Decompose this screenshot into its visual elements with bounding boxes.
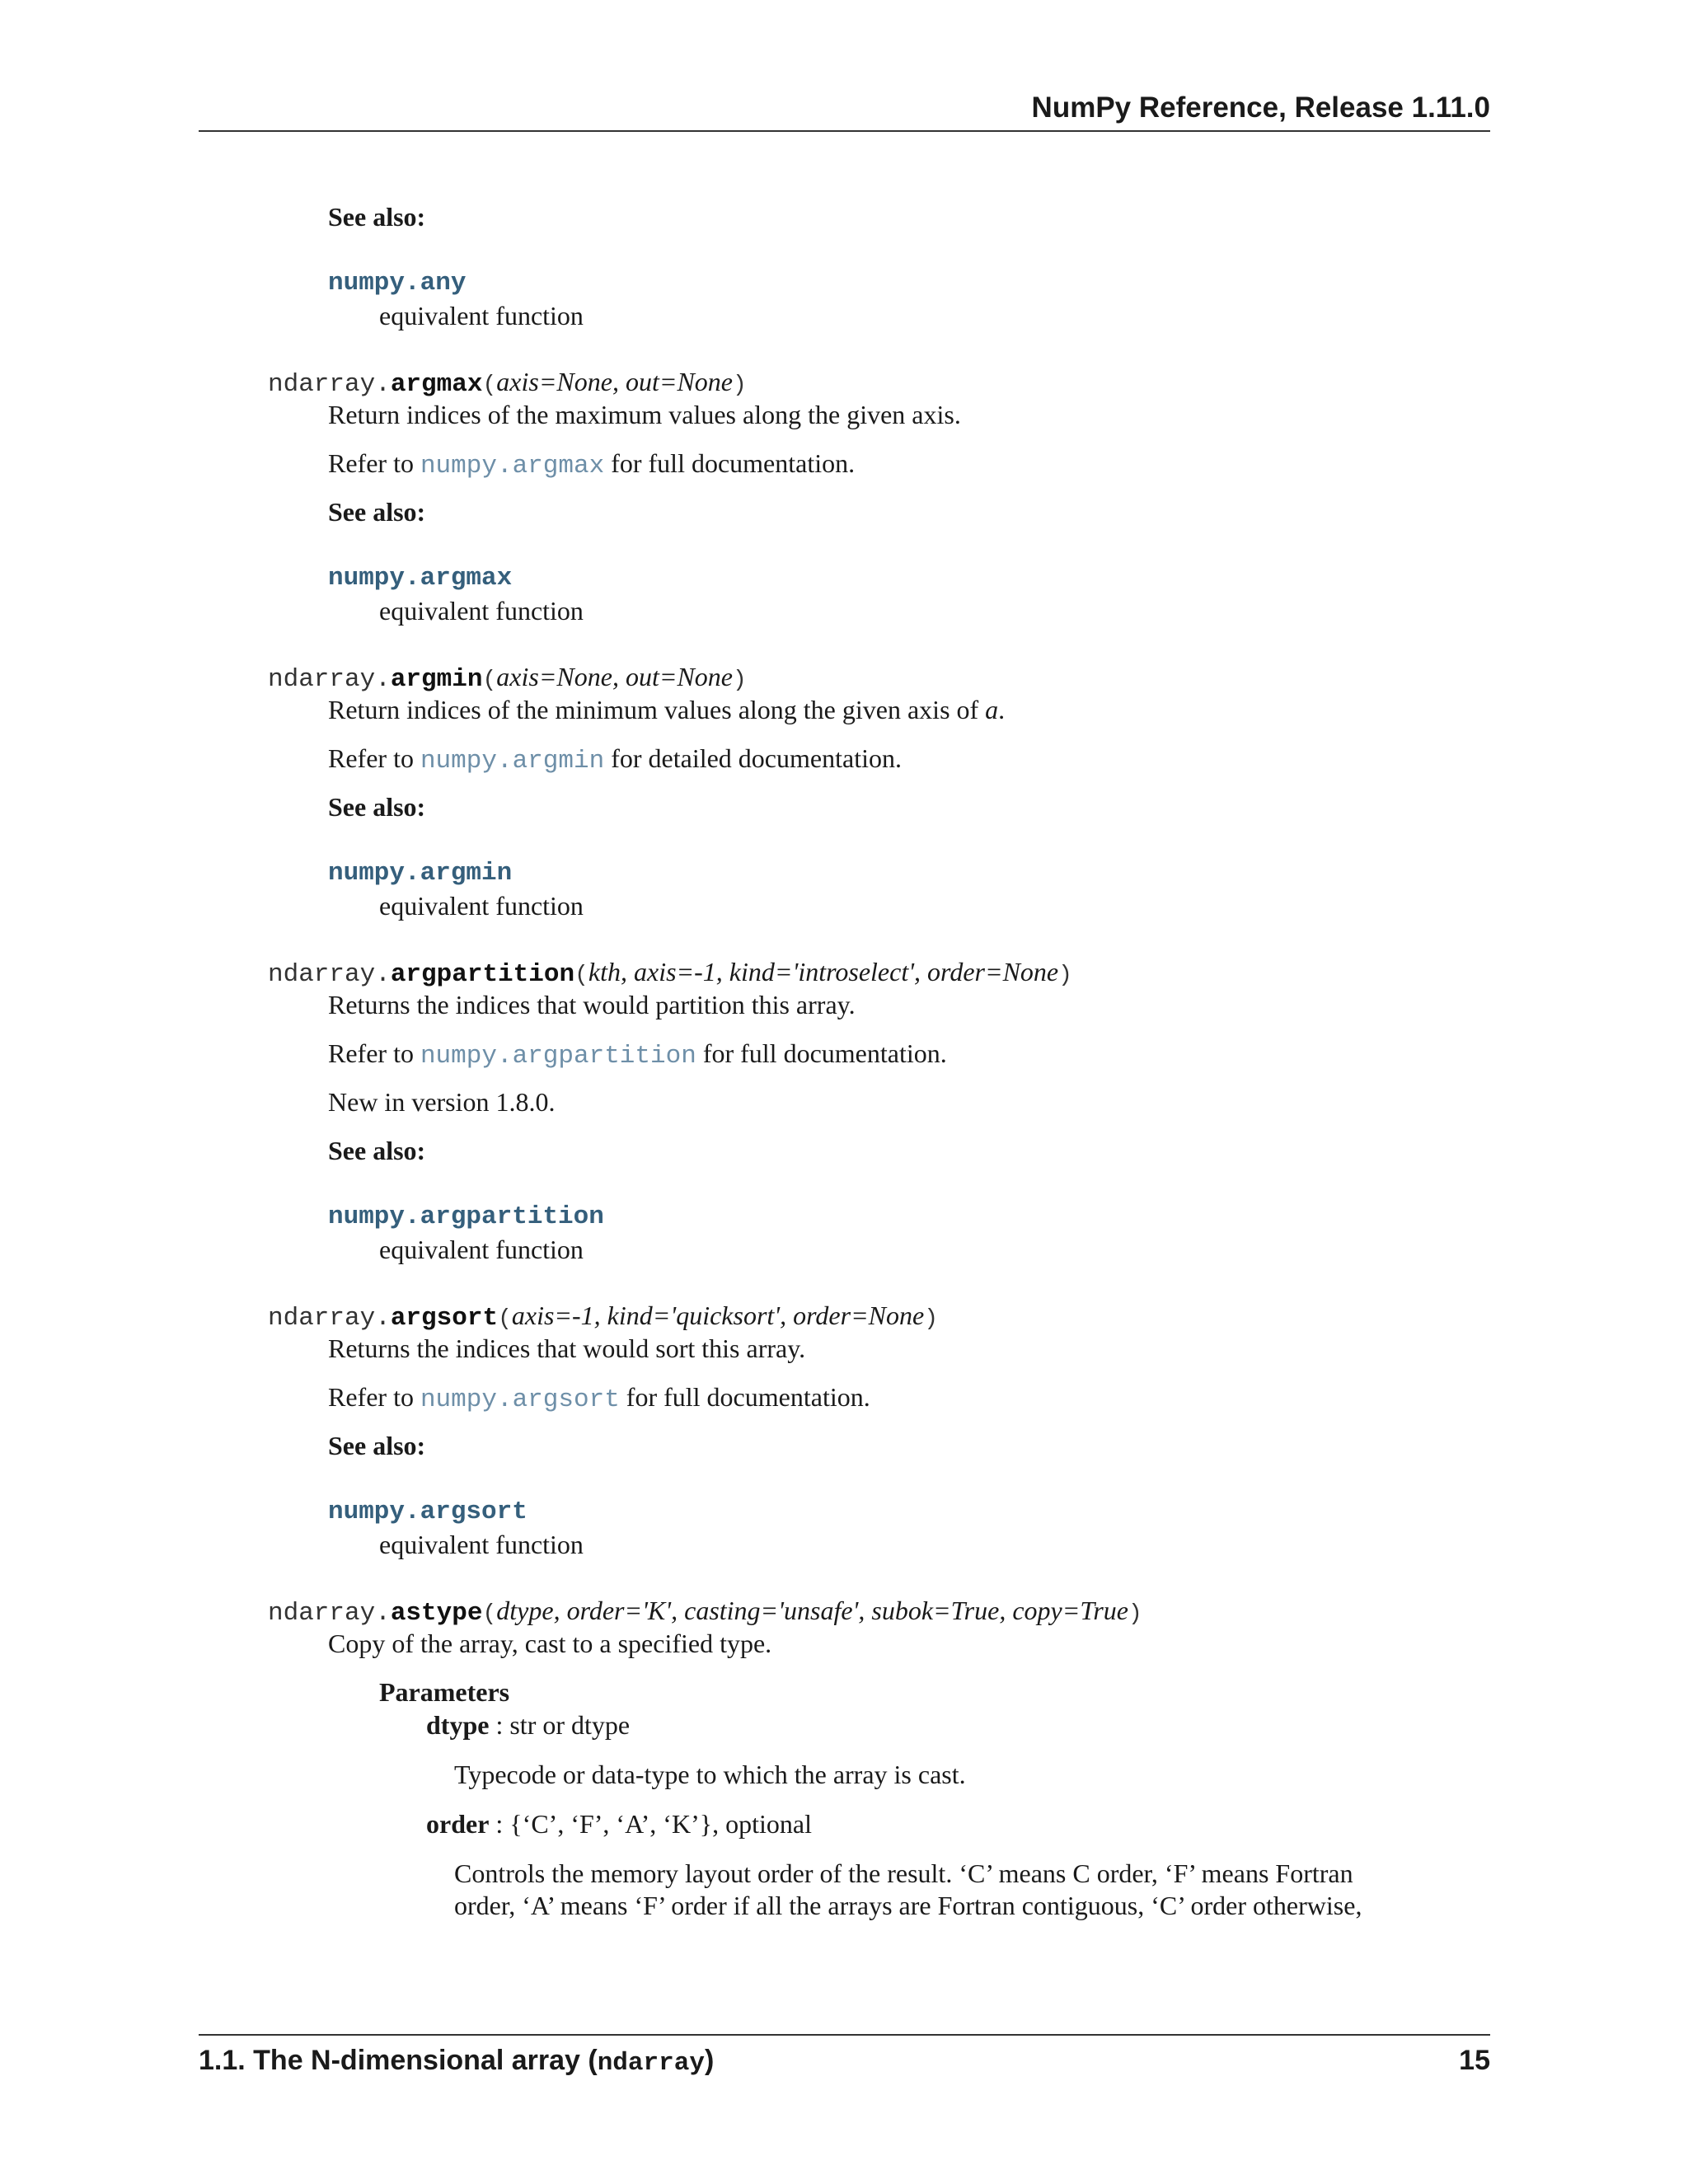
page-footer — [199, 2034, 1490, 2085]
param-name: dtype — [426, 1710, 490, 1740]
see-also-desc: equivalent function — [379, 301, 584, 330]
summary-argmin: Return indices of the minimum values along the given axis of a. — [328, 695, 1006, 724]
param-desc: Controls the memory layout order of the result. ‘C’ means C order, ‘F’ means Fortran — [454, 1858, 1353, 1888]
see-also-heading: See also: — [328, 202, 426, 232]
see-also-heading: See also: — [328, 792, 426, 822]
footer-section-title: 1.1. The N-dimensional array (ndarray) — [199, 2045, 715, 2078]
see-also-link-numpy-argpartition[interactable]: numpy.argpartition — [328, 1202, 604, 1231]
sig-args: axis=None, out=None — [496, 367, 733, 396]
see-also-desc: equivalent function — [379, 891, 584, 921]
see-also-link-numpy-argmax[interactable]: numpy.argmax — [328, 564, 513, 593]
see-also-link-numpy-argsort[interactable]: numpy.argsort — [328, 1497, 528, 1526]
see-also-link-numpy-any[interactable]: numpy.any — [328, 269, 467, 298]
param-type: : {‘C’, ‘F’, ‘A’, ‘K’}, optional — [489, 1809, 812, 1839]
summary-argmax: Return indices of the maximum values along the given axis. — [328, 400, 961, 429]
see-also-desc: equivalent function — [379, 1235, 584, 1264]
param-desc: Typecode or data-type to which the array is cast. — [454, 1760, 966, 1789]
signature-argmin: ndarray.argmin(axis=None, out=None) — [268, 662, 747, 694]
see-also-heading: See also: — [328, 497, 426, 527]
see-also-desc: equivalent function — [379, 1530, 584, 1559]
signature-astype: ndarray.astype(dtype, order='K', casting='unsafe', subok=True, copy=True) — [268, 1596, 1142, 1628]
param-type: : str or dtype — [489, 1710, 631, 1740]
refer-argmax: Refer to numpy.argmax for full documentation. — [328, 448, 856, 480]
parameters-heading: Parameters — [379, 1677, 510, 1707]
signature-argpartition: ndarray.argpartition(kth, axis=-1, kind='introselect', order=None) — [268, 957, 1072, 989]
version-note: New in version 1.8.0. — [328, 1087, 556, 1117]
param-desc: order, ‘A’ means ‘F’ order if all the arrays are Fortran contiguous, ‘C’ order otherwise, — [454, 1891, 1362, 1920]
summary-argsort: Returns the indices that would sort this array. — [328, 1333, 806, 1363]
param-order — [426, 1807, 812, 1840]
summary-astype: Copy of the array, cast to a specified type. — [328, 1629, 772, 1658]
param-dtype — [426, 1708, 630, 1741]
signature-argsort: ndarray.argsort(axis=-1, kind='quicksort', order=None) — [268, 1301, 939, 1333]
refer-argpartition: Refer to numpy.argpartition for full documentation. — [328, 1038, 947, 1071]
page-number: 15 — [1459, 2045, 1490, 2076]
refer-argsort: Refer to numpy.argsort for full documentation. — [328, 1382, 870, 1414]
refer-argmin: Refer to numpy.argmin for detailed documentation. — [328, 743, 902, 776]
sig-function: argmax — [390, 370, 483, 399]
summary-argpartition: Returns the indices that would partition this array. — [328, 990, 856, 1019]
refer-link-numpy-argmin[interactable]: numpy.argmin — [420, 747, 605, 776]
refer-link-numpy-argsort[interactable]: numpy.argsort — [420, 1385, 620, 1414]
sig-class: ndarray. — [268, 370, 391, 399]
see-also-heading: See also: — [328, 1431, 426, 1460]
refer-link-numpy-argmax[interactable]: numpy.argmax — [420, 452, 605, 480]
see-also-link-numpy-argmin[interactable]: numpy.argmin — [328, 859, 513, 888]
header-title: NumPy Reference, Release 1.11.0 — [1031, 91, 1490, 124]
refer-link-numpy-argpartition[interactable]: numpy.argpartition — [420, 1042, 696, 1071]
see-also-desc: equivalent function — [379, 596, 584, 626]
see-also-heading: See also: — [328, 1136, 426, 1165]
param-name: order — [426, 1809, 490, 1839]
signature-argmax: ndarray.argmax(axis=None, out=None) — [268, 367, 747, 399]
